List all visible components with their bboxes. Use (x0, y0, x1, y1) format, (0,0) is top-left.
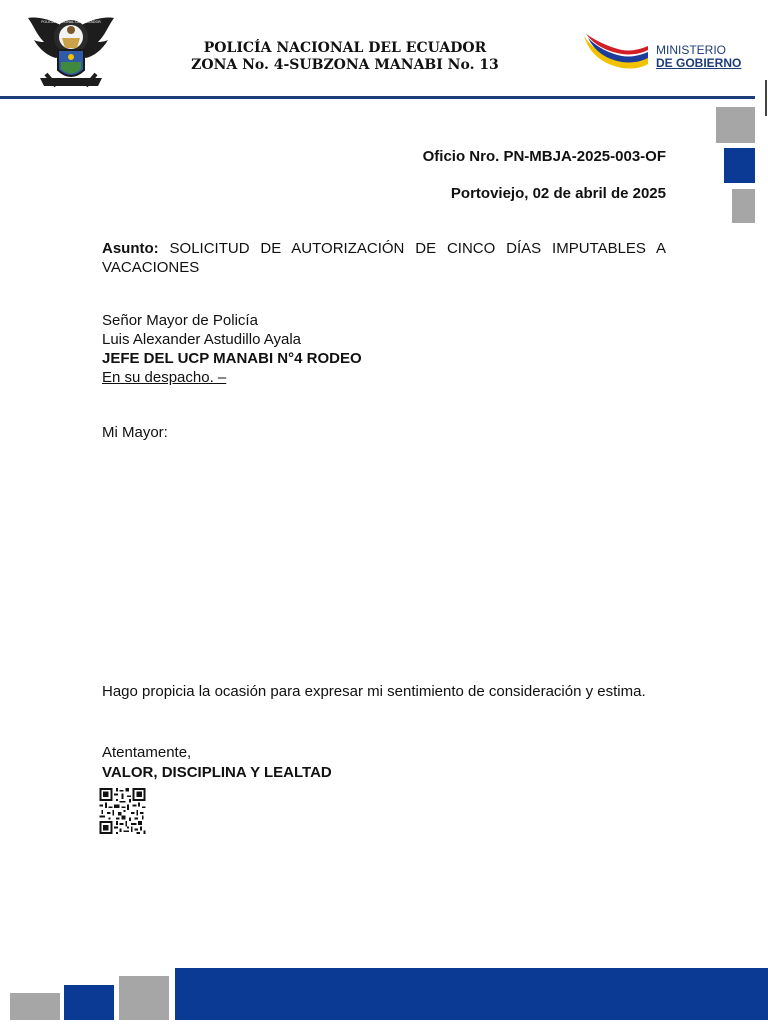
emblem-text: POLICÍA NACIONAL DEL ECUADOR (41, 20, 101, 24)
margin-line (765, 80, 767, 116)
document-date: Portoviejo, 02 de abril de 2025 (450, 185, 666, 202)
letterhead (0, 0, 768, 100)
document-number: Oficio Nro. PN-MBJA-2025-003-OF (422, 148, 666, 165)
ministry-line2: DE GOBIERNO (656, 56, 742, 70)
qr-code-icon (98, 788, 147, 834)
motto: VALOR, DISCIPLINA Y LEALTAD (102, 764, 332, 781)
ministry-name (656, 44, 741, 70)
decor-square-gray-bottom (732, 189, 755, 223)
recipient-location: En su despacho. – (102, 369, 227, 386)
ministry-line1: MINISTERIO (656, 43, 727, 57)
closing-paragraph: Hago propicia la ocasión para expresar mi sentimiento de consideración y estima. (102, 683, 646, 700)
recipient-rank: Señor Mayor de Policía (102, 312, 258, 329)
decor-square-blue (724, 148, 755, 183)
institution-line1: POLICÍA NACIONAL DEL ECUADOR (203, 40, 487, 56)
footer-square-blue (64, 985, 114, 1020)
greeting: Mi Mayor: (102, 424, 168, 441)
subject-label: Asunto: (102, 240, 159, 257)
decor-square-gray-top (716, 107, 755, 143)
institution-heading (140, 40, 550, 74)
footer-bar (175, 968, 768, 1020)
header-divider (0, 96, 755, 99)
recipient-title: JEFE DEL UCP MANABI N°4 RODEO (102, 350, 362, 367)
recipient-name: Luis Alexander Astudillo Ayala (102, 331, 302, 348)
police-emblem-icon (26, 12, 116, 92)
sign-off: Atentamente, (102, 744, 192, 761)
subject (102, 239, 666, 277)
institution-line2: ZONA No. 4-SUBZONA MANABI No. 13 (191, 57, 499, 73)
footer-square-gray-large (119, 976, 169, 1020)
subject-text: SOLICITUD DE AUTORIZACIÓN DE CINCO DÍAS IMPUTABLES A VACACIONES (102, 240, 666, 276)
footer-square-gray-small (10, 993, 60, 1020)
